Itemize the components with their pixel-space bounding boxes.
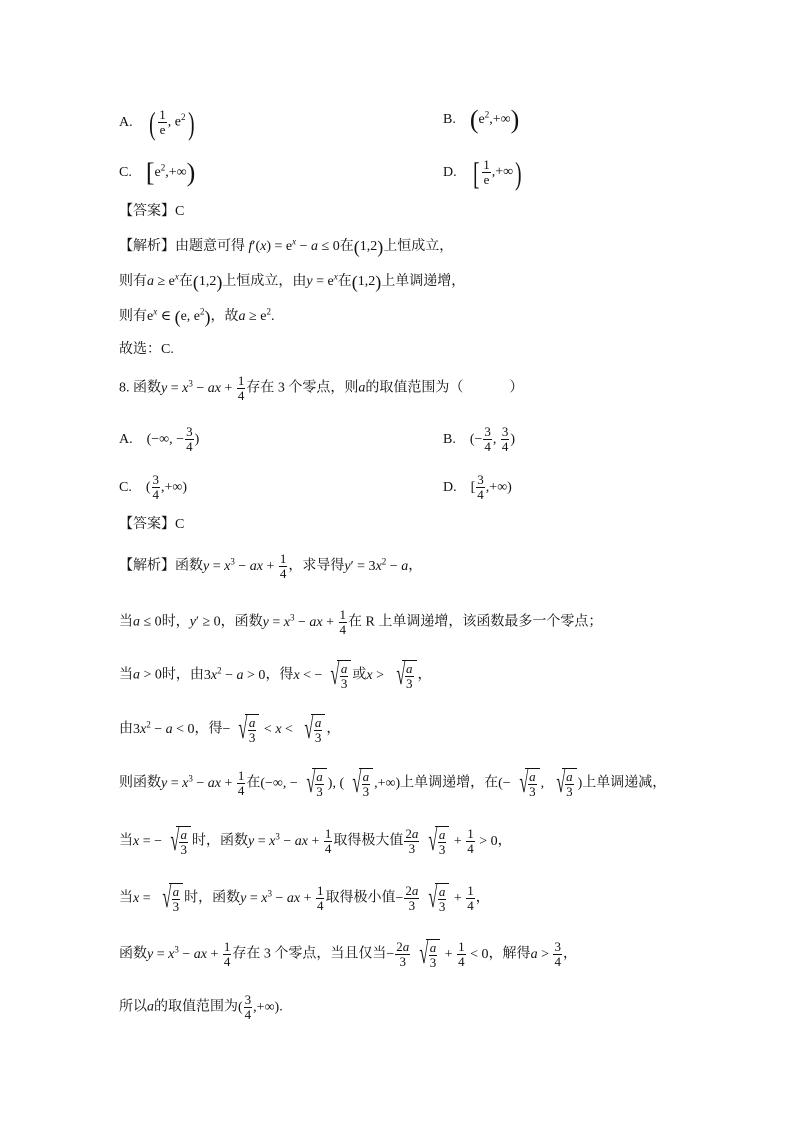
q8-analysis-line4: 由$3x^2 - a < 0$，得− √ $\frac{a}{3}$ < x < √ $\frac{a}{3}$ ， xyxy=(119,712,341,745)
q7-analysis-line1: 【解析】由题意可得 $f'(x) = e^x - a \le 0$在(1,2)上恒成立， xyxy=(119,236,454,257)
q7-choice: 故选：C. xyxy=(119,342,174,357)
q8-analysis-line7: 当x = √ $\frac{a}{3}$ 时，函数$y = x^3$ − ax + $\frac{1}{4}$ 取得极小值− $\frac{2a}{3}$ √ $\frac{a}{3}$ + $\frac{1}{4}$ ， xyxy=(119,881,490,914)
q8-option-c: C. ( $\frac{3}{4}$ ,+∞) xyxy=(119,472,188,502)
q8-analysis-line1: 【解析】函数$y = x^3$ − ax + $\frac{1}{4}$ ，求导得$y' = 3x^2 - a$， xyxy=(119,551,423,581)
q7-option-b: B. $(e^2,+\infty)$ xyxy=(443,105,520,134)
q8-analysis-line3: 当a > 0时，由$3x^2 - a > 0$，得x < − √ $\frac{a}{3}$ 或x > √ $\frac{a}{3}$ ， xyxy=(119,658,432,691)
q7-answer: 【答案】C xyxy=(119,204,185,219)
q8-analysis-line8: 函数$y = x^3$ − ax + $\frac{1}{4}$ 存在 3 个零点，当且仅当− $\frac{2a}{3}$ √ $\frac{a}{3}$ + $\frac{1}{4}$ < 0，解得a > $\frac{3}{4}$ ， xyxy=(119,937,577,970)
q8-answer: 【答案】C xyxy=(119,517,185,532)
q8-stem: 8. 函数$y = x^3$ − ax + $\frac{1}{4}$ 存在 3 个零点，则a的取值范围为（ ） xyxy=(119,373,524,403)
q8-analysis-line5: 则函数$y = x^3$ − ax + $\frac{1}{4}$ 在(−∞, − √ $\frac{a}{3}$ ), ( √ $\frac{a}{3}$ ,+∞)上单调递增，在(− √ $\frac{a}{3}$ , √ $\frac{a}{3}$ )上单调递减， xyxy=(119,766,667,799)
q7-option-a: A. ( $\frac{1}{e}$ , $e^2$) xyxy=(119,104,195,141)
q7-option-c: C. $[e^2,+\infty)$ xyxy=(119,158,196,187)
q7-option-d: D. [ $\frac{1}{e}$ ,+∞) xyxy=(443,154,522,191)
q8-option-b: B. (− $\frac{3}{4}$ , $\frac{3}{4}$ ) xyxy=(443,424,516,454)
q8-analysis-line6: 当x = − √ $\frac{a}{3}$ 时，函数$y = x^3$ − ax + $\frac{1}{4}$ 取得极大值 $\frac{2a}{3}$ √ $\frac{a}{3}$ + $\frac{1}{4}$ > 0， xyxy=(119,824,512,857)
q8-option-a: A. (−∞, − $\frac{3}{4}$ ) xyxy=(119,424,200,454)
q7-analysis-line2: 则有$a \ge e^x$在(1,2)上恒成立，由$y = e^x$在(1,2)上单调递增， xyxy=(119,271,466,292)
q8-analysis-line2: 当a ≤ 0时，y′ ≥ 0，函数$y = x^3$ − ax + $\frac{1}{4}$ 在 R 上单调递增，该函数最多一个零点； xyxy=(119,607,603,637)
q8-analysis-line9: 所以a的取值范围为( $\frac{3}{4}$ ,+∞). xyxy=(119,992,283,1022)
q8-option-d: D. [ $\frac{3}{4}$ ,+∞) xyxy=(443,472,512,502)
q7-analysis-line3: 则有$e^x$ ∈ (e, $e^2$)，故$a \ge e^2$. xyxy=(119,306,275,327)
